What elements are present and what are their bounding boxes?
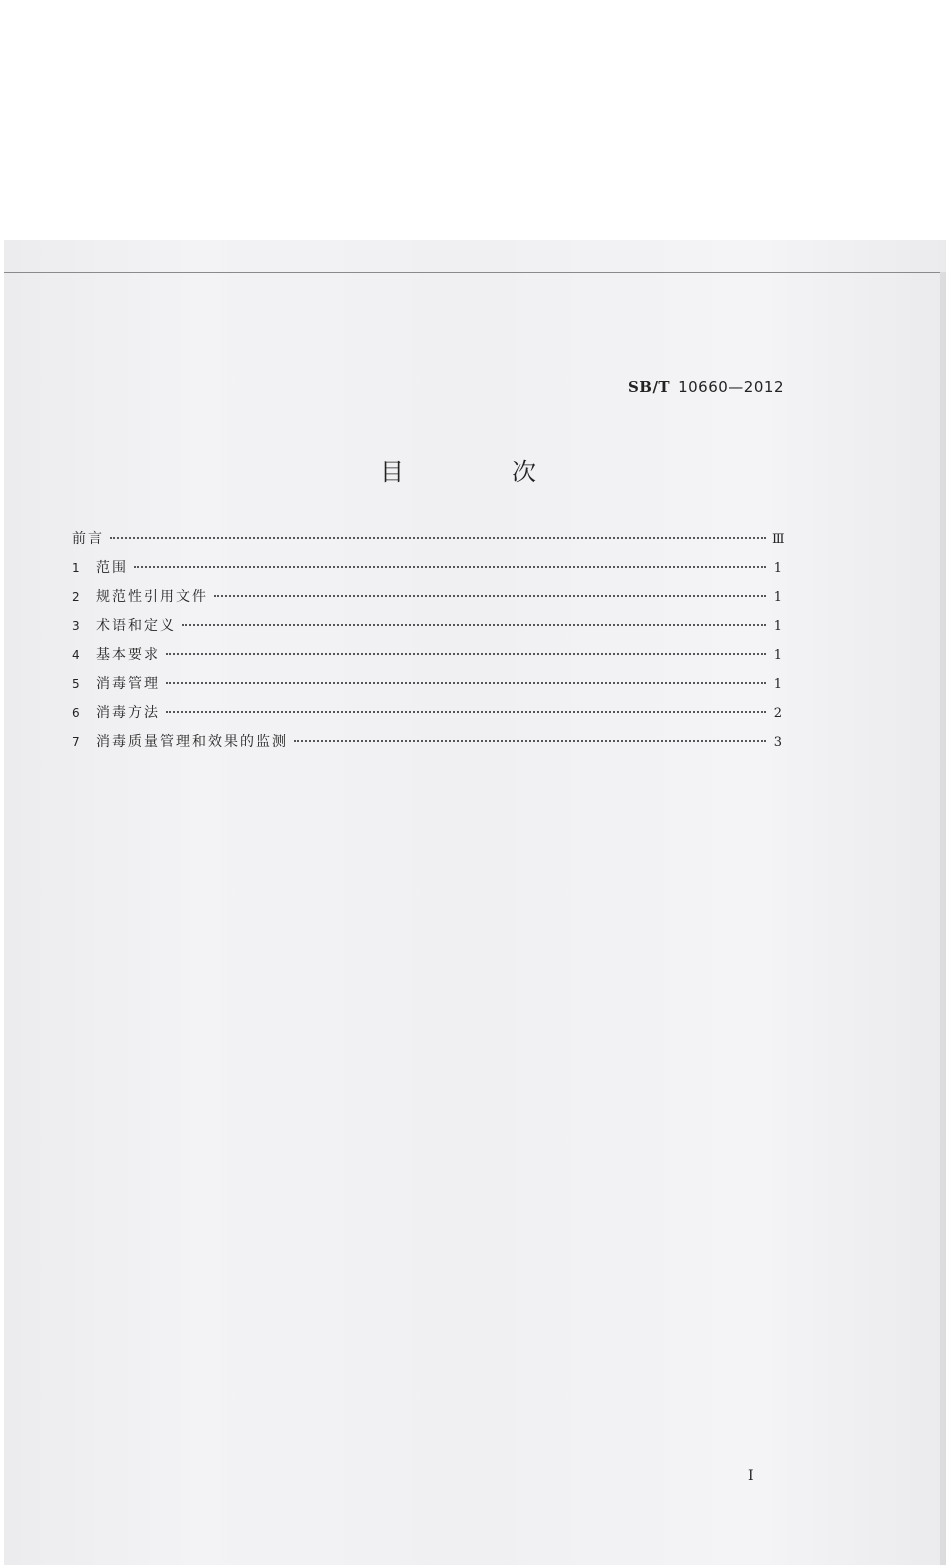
toc-entry-page: 1 — [773, 619, 782, 634]
toc-entry-2[interactable] — [72, 586, 782, 615]
toc-entry-page: 1 — [773, 561, 782, 576]
standard-number: 10660—2012 — [678, 378, 784, 396]
toc-entry-label: 前言 — [72, 531, 104, 547]
toc-entry-label: 消毒管理 — [96, 676, 160, 692]
toc-entry-label: 术语和定义 — [96, 618, 176, 634]
toc-leader-dots — [294, 740, 766, 742]
toc-entry-number: 7 — [72, 735, 80, 749]
toc-entry-page: 1 — [773, 590, 782, 605]
toc-entry-3[interactable] — [72, 615, 782, 644]
standard-prefix: SB/T — [627, 378, 671, 396]
toc-entry-6[interactable] — [72, 702, 782, 731]
toc-leader-dots — [134, 566, 766, 568]
toc-entry-number: 1 — [72, 561, 80, 575]
toc-entry-label: 消毒方法 — [96, 705, 160, 721]
toc-entry-label: 基本要求 — [96, 647, 160, 663]
toc-entry-number: 3 — [72, 619, 80, 633]
toc-leader-dots — [166, 711, 766, 713]
toc-leader-dots — [166, 682, 766, 684]
toc-entry-label: 消毒质量管理和效果的监测 — [96, 734, 288, 750]
toc-entry-1[interactable] — [72, 557, 782, 586]
toc-entry-number: 6 — [72, 706, 80, 720]
page-top-rule — [4, 272, 942, 273]
toc-entry-page: 3 — [773, 735, 782, 750]
toc-title: 目 次 — [380, 458, 578, 486]
page-right-edge — [940, 272, 946, 1565]
toc-entry-5[interactable] — [72, 673, 782, 702]
document-page — [4, 240, 946, 1565]
table-of-contents — [72, 528, 785, 760]
toc-leader-dots — [110, 537, 766, 539]
toc-entry-label: 规范性引用文件 — [96, 589, 208, 605]
toc-leader-dots — [214, 595, 766, 597]
toc-entry-page: 2 — [773, 706, 782, 721]
toc-entry-label: 范围 — [96, 560, 128, 576]
toc-entry-page: 1 — [773, 648, 782, 663]
toc-entry-number: 2 — [72, 590, 80, 604]
toc-leader-dots — [182, 624, 766, 626]
toc-entry-number: 4 — [72, 648, 80, 662]
toc-entry-4[interactable] — [72, 644, 782, 673]
page-number: I — [748, 1468, 754, 1484]
toc-entry-page: Ⅲ — [772, 532, 785, 547]
standard-code — [628, 378, 784, 396]
toc-entry-page: 1 — [773, 677, 782, 692]
toc-leader-dots — [166, 653, 766, 655]
toc-entry-foreword[interactable] — [72, 528, 785, 557]
toc-entry-number: 5 — [72, 677, 80, 691]
toc-entry-7[interactable] — [72, 731, 782, 760]
